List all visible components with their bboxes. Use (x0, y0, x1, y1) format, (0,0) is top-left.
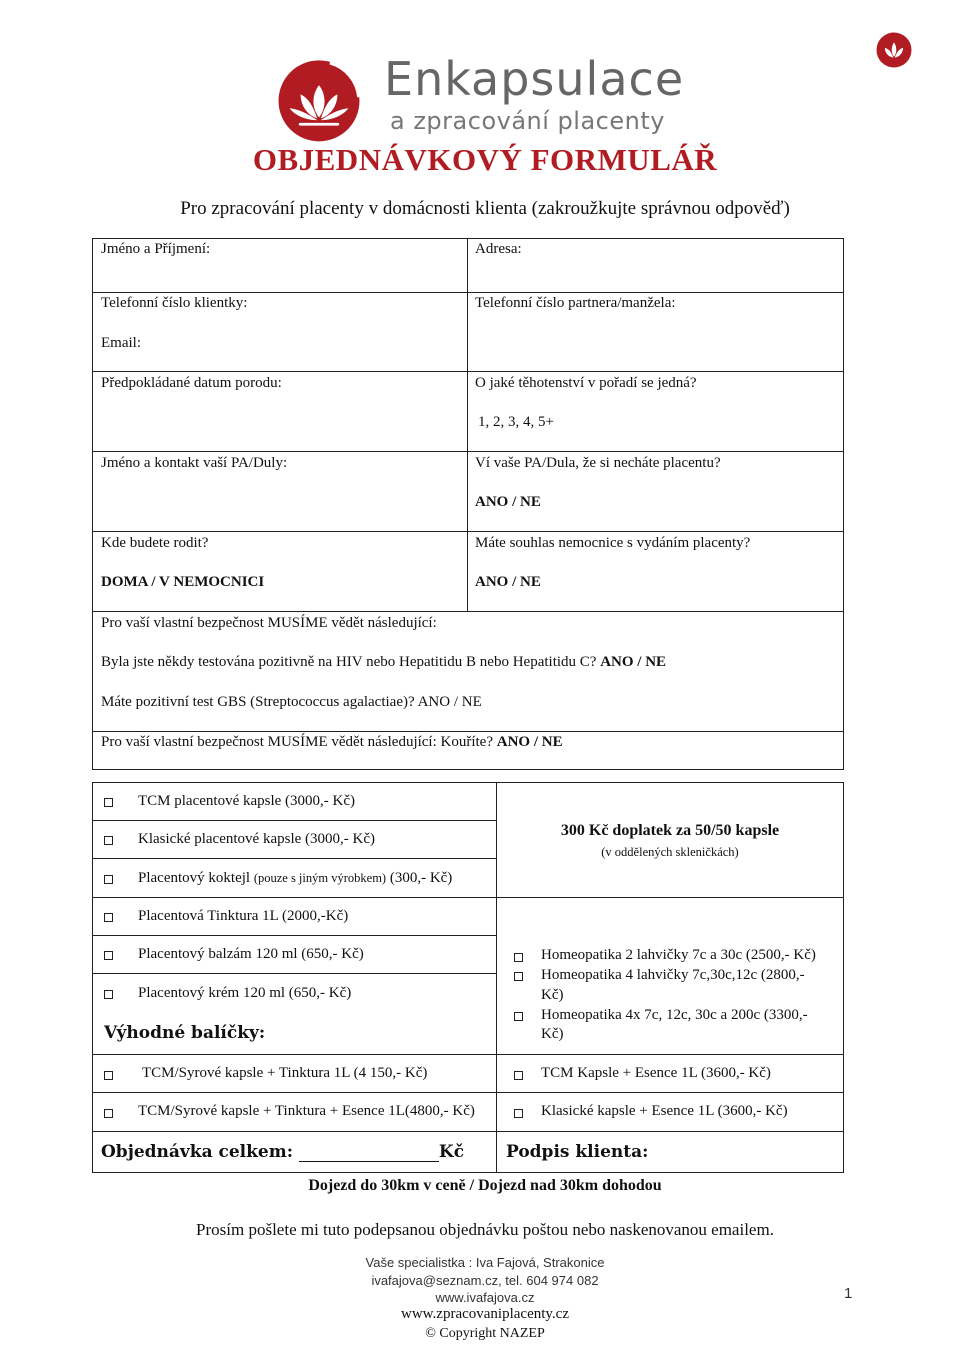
gbs-question[interactable]: Máte pozitivní test GBS (Streptococcus agalactiae)? ANO / NE (101, 694, 482, 710)
checkbox-homeopathy-2[interactable] (514, 953, 523, 962)
doula-knows-question: Ví vaše PA/Dula, že si necháte placentu? (475, 455, 721, 471)
surcharge-note: (v oddělených skleničkách) (601, 845, 739, 859)
product-balm: Placentový balzám 120 ml (650,- Kč) (138, 946, 364, 962)
partner-phone-field[interactable]: Telefonní číslo partnera/manžela: (475, 295, 676, 311)
product-cocktail-price: (300,- Kč) (389, 870, 453, 886)
name-field[interactable]: Jméno a Příjmení: (101, 241, 211, 257)
birth-place-question: Kde budete rodit? (101, 535, 209, 551)
checkbox-placenta-cocktail[interactable] (104, 875, 113, 884)
homeopathy-4-bottles: Homeopatika 4 lahvičky 7c,30c,12c (2800,- (541, 967, 805, 983)
checkbox-tincture[interactable] (104, 913, 113, 922)
order-total-label: Objednávka celkem: (101, 1142, 293, 1162)
order-total-currency: Kč (438, 1142, 465, 1162)
due-date-field[interactable]: Předpokládané datum porodu: (101, 375, 282, 391)
pregnancy-order-options[interactable]: 1, 2, 3, 4, 5+ (478, 414, 554, 430)
checkbox-cream[interactable] (104, 990, 113, 999)
packages-title: Výhodné balíčky: (104, 1023, 266, 1043)
website-link-1[interactable]: www.ivafajova.cz (435, 1290, 535, 1305)
hospital-consent-question: Máte souhlas nemocnice s vydáním placenty? (475, 535, 751, 551)
pregnancy-order-question: O jaké těhotenství v pořadí se jedná? (475, 375, 697, 391)
homeopathy-4-bottles-cont: Kč) (541, 987, 564, 1003)
package-tcm-essence: TCM Kapsle + Esence 1L (3600,- Kč) (541, 1065, 771, 1081)
specialist-email-phone: ivafajova@seznam.cz, tel. 604 974 082 (371, 1273, 599, 1288)
client-phone-field[interactable]: Telefonní číslo klientky: (101, 295, 248, 311)
checkbox-package-1[interactable] (104, 1071, 113, 1080)
corner-lotus-icon (875, 31, 913, 69)
package-classic-essence: Klasické kapsle + Esence 1L (3600,- Kč) (541, 1103, 788, 1119)
birth-place-options[interactable]: DOMA / V NEMOCNICI (101, 574, 265, 590)
address-field[interactable]: Adresa: (475, 241, 522, 257)
specialist-name: Vaše specialistka : Iva Fajová, Strakonice (365, 1255, 605, 1270)
logo-title: Enkapsulace (384, 52, 685, 106)
instruction-text: Prosím pošlete mi tuto podepsanou objednávku poštou nebo naskenovanou emailem. (196, 1220, 774, 1239)
product-classic-capsules: Klasické placentové kapsle (3000,- Kč) (138, 831, 375, 847)
homeopathy-4x-cont: Kč) (541, 1026, 564, 1042)
lotus-logo-icon (273, 53, 365, 145)
checkbox-homeopathy-4x[interactable] (514, 1012, 523, 1021)
product-tcm-capsules: TCM placentové kapsle (3000,- Kč) (138, 793, 356, 809)
checkbox-package-3[interactable] (514, 1071, 523, 1080)
package-tcm-tincture-essence: TCM/Syrové kapsle + Tinktura + Esence 1L(4800,- Kč) (138, 1103, 475, 1119)
checkbox-balm[interactable] (104, 951, 113, 960)
hiv-question (101, 654, 666, 671)
doula-knows-options[interactable]: ANO / NE (475, 494, 541, 510)
checkbox-package-4[interactable] (514, 1109, 523, 1118)
checkbox-package-2[interactable] (104, 1109, 113, 1118)
order-total (101, 1142, 464, 1162)
client-signature-label[interactable]: Podpis klienta: (506, 1142, 649, 1162)
doula-contact-field[interactable]: Jméno a kontakt vaší PA/Duly: (101, 455, 288, 471)
hiv-options[interactable]: ANO / NE (600, 654, 667, 670)
safety-header: Pro vaší vlastní bezpečnost MUSÍME vědět následující: (101, 615, 437, 631)
form-title: OBJEDNÁVKOVÝ FORMULÁŘ (252, 142, 718, 177)
package-tcm-tincture: TCM/Syrové kapsle + Tinktura 1L (4 150,- Kč) (142, 1065, 428, 1081)
checkbox-homeopathy-4[interactable] (514, 972, 523, 981)
logo-subtitle: a zpracování placenty (390, 107, 665, 135)
smoking-question (101, 734, 563, 751)
smoking-options[interactable]: ANO / NE (496, 734, 563, 750)
product-cocktail-note: (pouze s jiným výrobkem) (253, 871, 387, 885)
checkbox-tcm-capsules[interactable] (104, 798, 113, 807)
client-info-table (92, 238, 844, 770)
homeopathy-4x: Homeopatika 4x 7c, 12c, 30c a 200c (3300,- (541, 1007, 808, 1023)
website-link-2[interactable]: www.zpracovaniplacenty.cz (401, 1306, 569, 1322)
product-tincture: Placentová Tinktura 1L (2000,-Kč) (138, 908, 349, 924)
hiv-question-text: Byla jste někdy testována pozitivně na HIV nebo Hepatitidu B nebo Hepatitidu C? (101, 654, 597, 670)
smoking-question-text: Pro vaší vlastní bezpečnost MUSÍME vědět následující: Kouříte? (101, 734, 493, 750)
checkbox-classic-capsules[interactable] (104, 836, 113, 845)
homeopathy-2-bottles: Homeopatika 2 lahvičky 7c a 30c (2500,- Kč) (541, 947, 816, 963)
product-cocktail-label: Placentový koktejl (138, 870, 251, 886)
page-number: 1 (844, 1285, 853, 1302)
email-field[interactable]: Email: (101, 335, 141, 351)
form-subtitle: Pro zpracování placenty v domácnosti klienta (zakroužkujte správnou odpověď) (180, 198, 790, 219)
hospital-consent-options[interactable]: ANO / NE (475, 574, 541, 590)
product-placenta-cocktail (138, 870, 452, 887)
product-cream: Placentový krém 120 ml (650,- Kč) (138, 985, 352, 1001)
surcharge-title: 300 Kč doplatek za 50/50 kapsle (560, 822, 780, 839)
travel-info: Dojezd do 30km v ceně / Dojezd nad 30km dohodou (308, 1177, 662, 1194)
copyright: © Copyright NAZEP (425, 1326, 545, 1341)
order-total-input[interactable] (299, 1145, 439, 1162)
